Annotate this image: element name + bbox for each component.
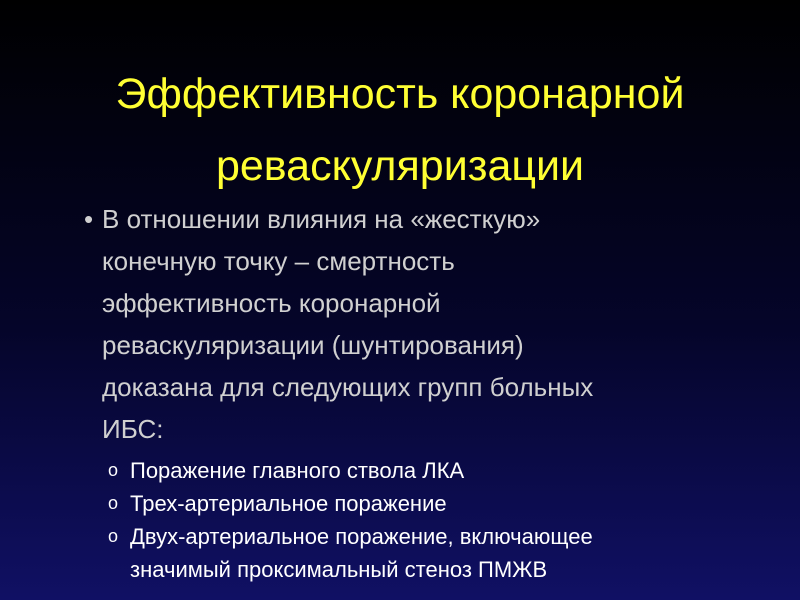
sub-bullet-item bbox=[108, 487, 788, 520]
main-bullet-line: В отношении влияния на «жесткую» bbox=[102, 204, 541, 234]
hollow-circle-bullet-icon: o bbox=[108, 460, 119, 480]
main-bullet-line: доказана для следующих групп больных bbox=[102, 372, 594, 402]
main-bullet-line: ИБС: bbox=[102, 414, 164, 444]
main-bullet-line: реваскуляризации (шунтирования) bbox=[102, 330, 524, 360]
sub-bullet-item bbox=[108, 520, 788, 586]
sub-bullet-text: Трех-артериальное поражение bbox=[130, 491, 447, 516]
slide-title-line-1: Эффективность коронарной bbox=[115, 70, 685, 118]
hollow-circle-bullet-icon: o bbox=[108, 526, 119, 546]
main-bullet-line: эффективность коронарной bbox=[102, 288, 441, 318]
sub-bullet-text: Двух-артериальное поражение, включающее bbox=[130, 524, 593, 549]
hollow-circle-bullet-icon: o bbox=[108, 493, 119, 513]
sub-bullet-text-continued: значимый проксимальный стеноз ПМЖВ bbox=[130, 557, 548, 582]
slide-title-line-2: реваскуляризации bbox=[215, 142, 585, 190]
sub-bullet-list bbox=[108, 454, 788, 586]
main-bullet bbox=[78, 198, 778, 450]
sub-bullet-text: Поражение главного ствола ЛКА bbox=[130, 458, 465, 483]
main-bullet-line: конечную точку – смертность bbox=[102, 246, 455, 276]
slide-title bbox=[0, 58, 800, 202]
filled-bullet-icon: • bbox=[84, 204, 94, 234]
sub-bullet-item bbox=[108, 454, 788, 487]
